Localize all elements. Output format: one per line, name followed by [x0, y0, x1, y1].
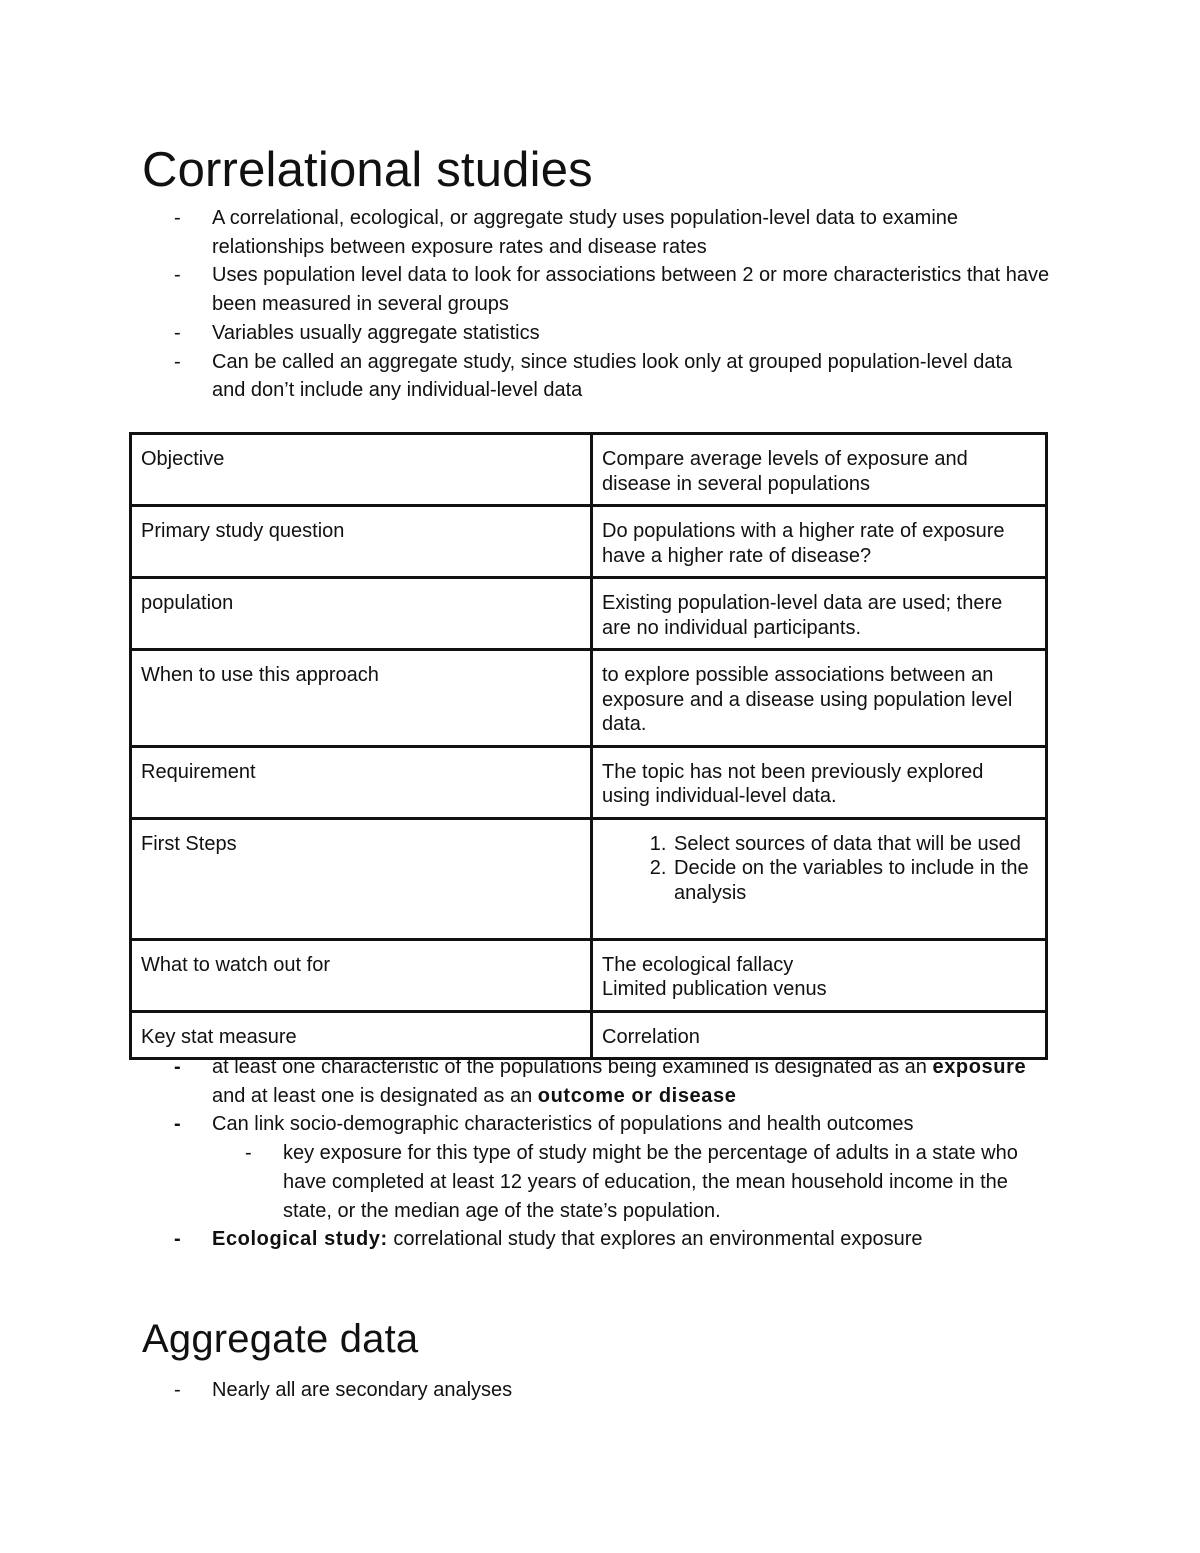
watch-out-line: The ecological fallacy — [602, 953, 794, 976]
list-item: - Nearly all are secondary analyses — [0, 1376, 1200, 1405]
first-steps-list — [602, 832, 1036, 906]
table-row — [131, 939, 1047, 1011]
row-value: The topic has not been previously explored using individual-level data. — [592, 746, 1047, 818]
list-item: - key exposure for this type of study might be the percentage of adults in a state who have completed at least 12 years of education, the mean household income in the state, or the median age of the state’s population. — [0, 1139, 1200, 1225]
row-label: First Steps — [131, 818, 592, 939]
dash-bullet: - — [174, 1056, 182, 1078]
intro-bullet-list — [0, 204, 1200, 405]
row-label: When to use this approach — [131, 650, 592, 747]
row-value: Existing population-level data are used; there are no individual participants. — [592, 578, 1047, 650]
list-item: 1. Select sources of data that will be used — [672, 832, 1036, 857]
dash-bullet: - — [174, 1113, 182, 1136]
dash-bullet: - — [245, 1142, 252, 1165]
row-label: Primary study question — [131, 506, 592, 578]
dash-bullet: - — [174, 264, 181, 287]
row-label: Requirement — [131, 746, 592, 818]
row-label: Key stat measure — [131, 1011, 592, 1059]
list-item: - Can link socio-demographic characteristics of populations and health outcomes — [0, 1110, 1200, 1139]
heading-correlational-studies: Correlational studies — [142, 143, 593, 197]
dash-bullet: - — [174, 321, 181, 344]
row-value: Correlation — [592, 1011, 1047, 1059]
row-label: population — [131, 578, 592, 650]
notes-bullet-list — [0, 1053, 1200, 1254]
study-summary-table — [129, 432, 1048, 1060]
table-row — [131, 506, 1047, 578]
table-row — [131, 1011, 1047, 1059]
table-row — [131, 746, 1047, 818]
row-label: Objective — [131, 434, 592, 506]
dash-bullet: - — [174, 350, 181, 373]
list-item: 2. Decide on the variables to include in the analysis — [672, 856, 1036, 905]
row-value — [592, 818, 1047, 939]
table-row — [131, 818, 1047, 939]
list-item: - Can be called an aggregate study, since studies look only at grouped population-level data and don’t include any individual-level data — [0, 348, 1200, 405]
row-value: Compare average levels of exposure and disease in several populations — [592, 434, 1047, 506]
watch-out-line: Limited publication venus — [602, 978, 827, 1000]
list-item: - Variables usually aggregate statistics — [0, 319, 1200, 348]
list-item: - Uses population level data to look for associations between 2 or more characteristics that have been measured in several groups — [0, 261, 1200, 318]
dash-bullet: - — [174, 1228, 182, 1251]
list-item: - Ecological study: correlational study that explores an environmental exposure — [0, 1225, 1200, 1254]
aggregate-bullet-list — [0, 1376, 1200, 1405]
list-item: - at least one characteristic of the populations being examined is designated as an exposure and at least one is designated as an outcome or disease — [0, 1053, 1200, 1110]
table-row — [131, 434, 1047, 506]
heading-aggregate-data: Aggregate data — [142, 1317, 419, 1361]
table-row — [131, 650, 1047, 747]
dash-bullet: - — [174, 1379, 181, 1401]
dash-bullet: - — [174, 207, 181, 229]
list-item: - A correlational, ecological, or aggregate study uses population-level data to examine relationships between exposure rates and disease rates — [0, 204, 1200, 261]
row-label: What to watch out for — [131, 939, 592, 1011]
row-value: Do populations with a higher rate of exposure have a higher rate of disease? — [592, 506, 1047, 578]
row-value: to explore possible associations between an exposure and a disease using population level data. — [592, 650, 1047, 747]
row-value — [592, 939, 1047, 1011]
table-row — [131, 578, 1047, 650]
